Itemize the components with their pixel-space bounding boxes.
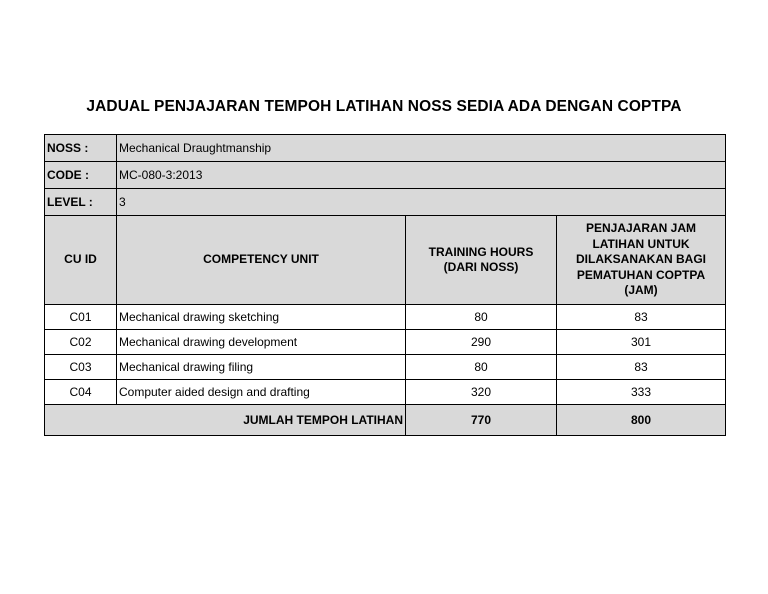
competency-unit-cell: Mechanical drawing filing bbox=[117, 355, 406, 380]
noss-row bbox=[45, 135, 726, 162]
code-label: CODE : bbox=[45, 162, 117, 189]
header-training-hours-line1: TRAINING HOURS bbox=[428, 244, 534, 259]
competency-unit-cell: Computer aided design and drafting bbox=[117, 380, 406, 405]
code-value: MC-080-3:2013 bbox=[117, 162, 726, 189]
training-hours-cell: 80 bbox=[406, 355, 557, 380]
header-training-hours-line2: (DARI NOSS) bbox=[443, 260, 519, 274]
aligned-hours-cell: 83 bbox=[557, 355, 726, 380]
level-value: 3 bbox=[117, 189, 726, 216]
competency-unit-cell: Mechanical drawing development bbox=[117, 330, 406, 355]
total-label: JUMLAH TEMPOH LATIHAN bbox=[45, 405, 406, 436]
header-training-hours bbox=[406, 216, 557, 305]
header-row bbox=[45, 216, 726, 305]
cu-id-cell: C03 bbox=[45, 355, 117, 380]
table-row bbox=[45, 380, 726, 405]
total-training-hours: 770 bbox=[406, 405, 557, 436]
page-title: JADUAL PENJAJARAN TEMPOH LATIHAN NOSS SEDIA ADA DENGAN COPTPA bbox=[86, 98, 682, 115]
level-label: LEVEL : bbox=[45, 189, 117, 216]
header-alignment-line1: PENJAJARAN JAM bbox=[585, 221, 697, 236]
header-alignment-line5: (JAM) bbox=[624, 283, 658, 298]
cu-id-cell: C04 bbox=[45, 380, 117, 405]
aligned-hours-cell: 333 bbox=[557, 380, 726, 405]
code-row bbox=[45, 162, 726, 189]
header-alignment-hours bbox=[557, 216, 726, 305]
header-alignment-line2: LATIHAN UNTUK bbox=[592, 236, 690, 251]
training-hours-cell: 80 bbox=[406, 305, 557, 330]
header-cu-id: CU ID bbox=[45, 216, 117, 305]
header-competency-unit: COMPETENCY UNIT bbox=[117, 216, 406, 305]
total-row bbox=[45, 405, 726, 436]
competency-unit-cell: Mechanical drawing sketching bbox=[117, 305, 406, 330]
total-aligned-hours: 800 bbox=[557, 405, 726, 436]
training-hours-cell: 320 bbox=[406, 380, 557, 405]
noss-value: Mechanical Draughtmanship bbox=[117, 135, 726, 162]
level-row bbox=[45, 189, 726, 216]
training-hours-table bbox=[44, 134, 726, 436]
cu-id-cell: C01 bbox=[45, 305, 117, 330]
table-row bbox=[45, 330, 726, 355]
table-row bbox=[45, 305, 726, 330]
table-row bbox=[45, 355, 726, 380]
header-alignment-line4: PEMATUHAN COPTPA bbox=[576, 267, 706, 282]
aligned-hours-cell: 83 bbox=[557, 305, 726, 330]
header-alignment-line3: DILAKSANAKAN BAGI bbox=[576, 252, 706, 267]
noss-label: NOSS : bbox=[45, 135, 117, 162]
cu-id-cell: C02 bbox=[45, 330, 117, 355]
training-hours-cell: 290 bbox=[406, 330, 557, 355]
aligned-hours-cell: 301 bbox=[557, 330, 726, 355]
